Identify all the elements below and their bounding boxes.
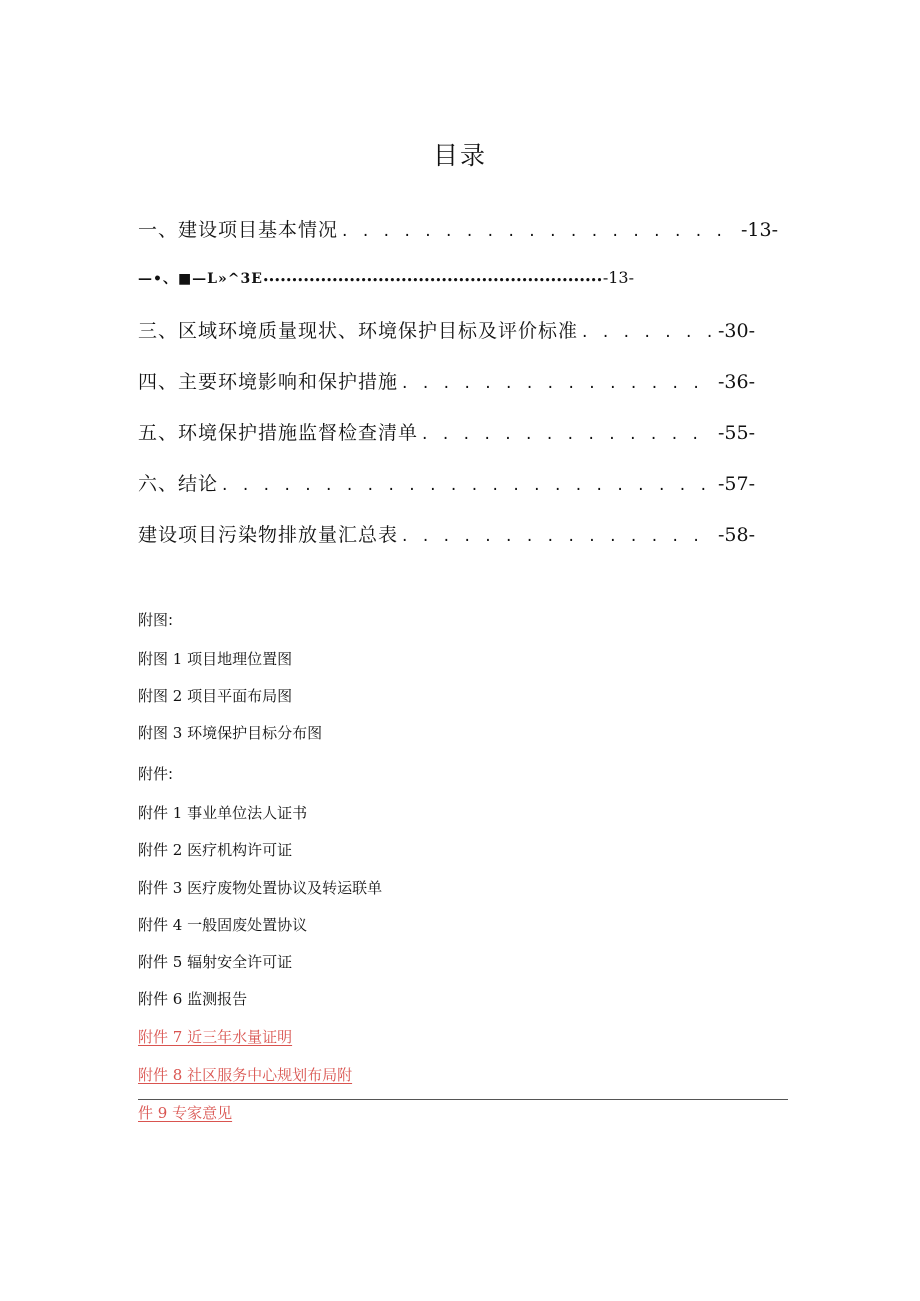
attachment-item[interactable]: 附件 3 医疗废物处置协议及转运联单 [138,879,383,897]
attachment-item[interactable]: 附件 5 辐射安全许可证 [138,953,293,971]
figure-item[interactable]: 附图 3 环境保护目标分布图 [138,724,323,742]
toc-entry-label: 五、环境保护措施监督检查清单 [138,422,419,444]
toc-entry-label: 三、区域环境质量现状、环境保护目标及评价标准 [138,320,579,342]
toc-entry[interactable] [138,268,634,298]
toc-entry-label: 四、主要环境影响和保护措施 [138,371,399,393]
toc-leader-dots [422,424,714,444]
toc-entry-label: 建设项目污染物排放量汇总表 [138,524,399,546]
toc-entry-page: -36- [717,371,755,393]
attachment-item-highlighted[interactable]: 件 9 专家意见 [138,1104,233,1122]
toc-entry-page: -55- [717,422,755,444]
toc-leader-dots [402,526,714,546]
toc-entry[interactable] [138,215,778,245]
toc-leader-dots [222,475,714,495]
toc-entry[interactable] [138,520,755,550]
toc-entry-page: -57- [717,473,755,495]
toc-leader-dots [263,276,603,286]
attachment-item[interactable]: 附件 2 医疗机构许可证 [138,841,293,859]
toc-entry[interactable] [138,469,755,499]
horizontal-rule [138,1099,788,1100]
toc-entry-page: -13- [740,219,778,241]
toc-entry-page: -58- [717,524,755,546]
toc-entry-label: 一、建设项目基本情况 [138,219,339,241]
toc-entry-label: —•、■—L»^3E [138,271,263,287]
figures-heading: 附图: [138,611,174,629]
toc-leader-dots [582,322,714,342]
toc-entry[interactable] [138,367,755,397]
attachment-item[interactable]: 附件 6 监测报告 [138,990,248,1008]
attachment-item[interactable]: 附件 1 事业单位法人证书 [138,804,308,822]
attachments-heading: 附件: [138,765,174,783]
toc-entry-label: 六、结论 [138,473,219,495]
attachment-item-highlighted[interactable]: 附件 8 社区服务中心规划布局附 [138,1066,353,1084]
toc-entry-page: -30- [717,320,755,342]
toc-entry-page: -13- [602,268,634,287]
toc-leader-dots [342,221,737,241]
toc-leader-dots [402,373,714,393]
figure-item[interactable]: 附图 1 项目地理位置图 [138,650,293,668]
attachment-item-highlighted[interactable]: 附件 7 近三年水量证明 [138,1028,293,1046]
toc-entry[interactable] [138,316,755,346]
figure-item[interactable]: 附图 2 项目平面布局图 [138,687,293,705]
toc-entry[interactable] [138,418,755,448]
attachment-item[interactable]: 附件 4 一般固废处置协议 [138,916,308,934]
page-title: 目录 [432,141,487,170]
